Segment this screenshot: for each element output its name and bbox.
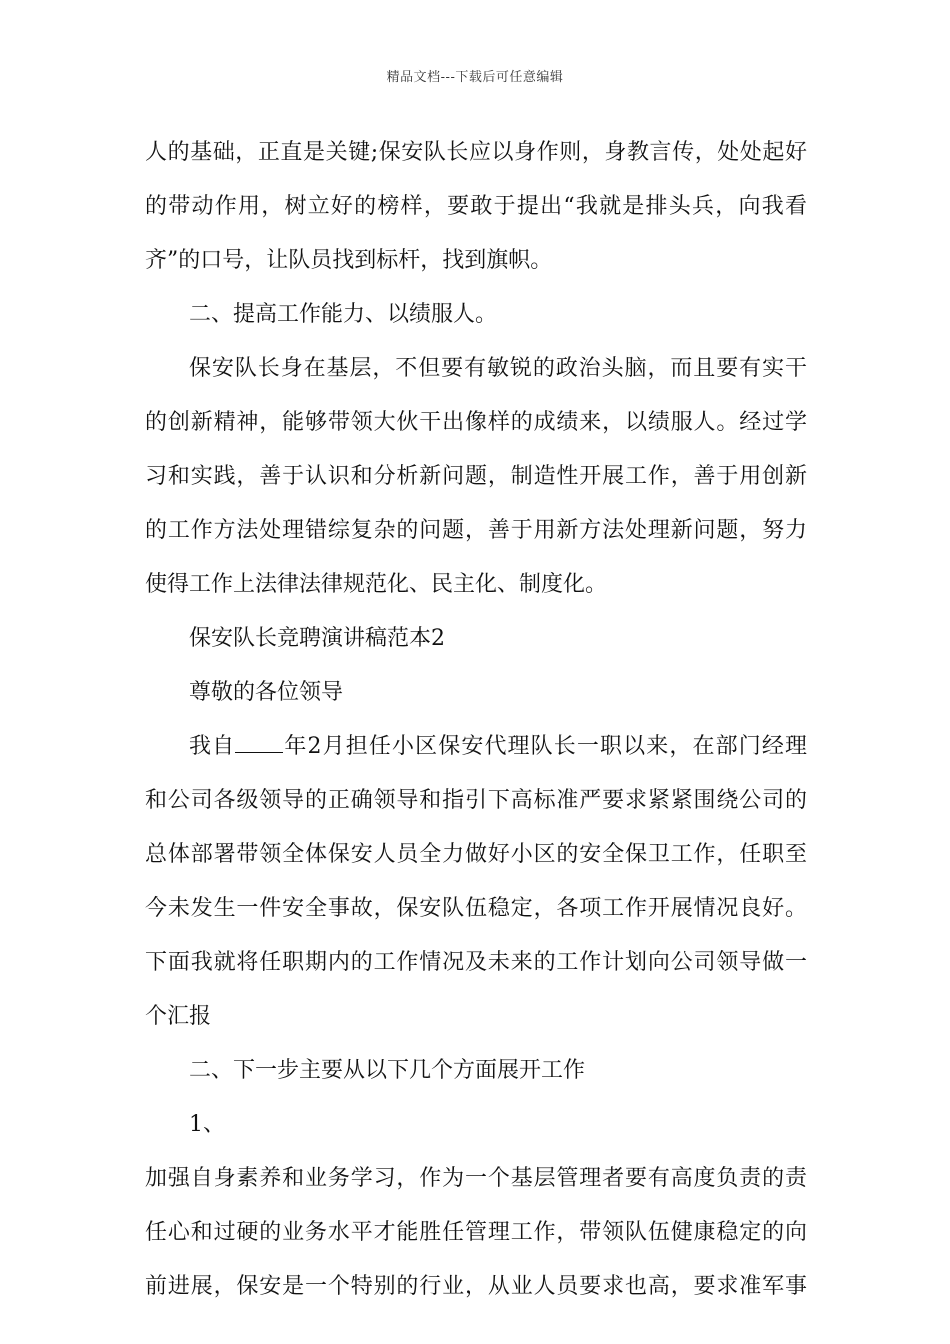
text-line: 保安队长身在基层，不但要有敏锐的政治头脑，而且要有实干	[189, 356, 807, 381]
text-line: 的工作方法处理错综复杂的问题，善于用新方法处理新问题，努力	[145, 518, 807, 543]
text-line: 习和实践，善于认识和分析新问题，制造性开展工作，善于用创新	[145, 464, 807, 489]
text-line: 人的基础，正直是关键;保安队长应以身作则，身教言传，处处起好	[145, 140, 807, 165]
text-line: 和公司各级领导的正确领导和指引下高标准严要求紧紧围绕公司的	[145, 788, 807, 813]
document-title: 保安队长竞聘演讲稿范本2	[189, 626, 445, 651]
document-body	[145, 126, 807, 1314]
text-line: 总体部署带领全体保安人员全力做好小区的安全保卫工作，任职至	[145, 842, 807, 867]
text-line: 的带动作用，树立好的榜样，要敢于提出“我就是排头兵，向我看	[145, 194, 807, 219]
text-line: 今未发生一件安全事故，保安队伍稳定，各项工作开展情况良好。	[145, 896, 807, 921]
fill-in-blank	[235, 734, 283, 753]
list-number: 1、	[189, 1112, 225, 1137]
text-line: 任心和过硬的业务水平才能胜任管理工作，带领队伍健康稳定的向	[145, 1220, 807, 1245]
section-heading: 二、下一步主要从以下几个方面展开工作	[189, 1058, 586, 1083]
text-line: 的创新精神，能够带领大伙干出像样的成绩来，以绩服人。经过学	[145, 410, 807, 435]
text-line: 加强自身素养和业务学习，作为一个基层管理者要有高度负责的责	[145, 1166, 807, 1191]
text-line: 个汇报	[145, 1004, 212, 1029]
text-line: 下面我就将任职期内的工作情况及未来的工作计划向公司领导做一	[145, 950, 807, 975]
text-line: 齐”的口号，让队员找到标杆，找到旗帜。	[145, 248, 553, 273]
text-line: 使得工作上法律法律规范化、民主化、制度化。	[145, 572, 608, 597]
text-line	[145, 720, 807, 774]
text-line: 前进展，保安是一个特别的行业，从业人员要求也高，要求准军事	[145, 1274, 807, 1299]
text-segment: 我自	[189, 734, 236, 759]
text-segment: 年2月担任小区保安代理队长一职以来，在部门经理	[283, 734, 807, 759]
page-header: 精品文档---下载后可任意编辑	[386, 70, 564, 85]
section-heading: 二、提高工作能力、以绩服人。	[189, 302, 498, 327]
salutation: 尊敬的各位领导	[189, 680, 344, 705]
